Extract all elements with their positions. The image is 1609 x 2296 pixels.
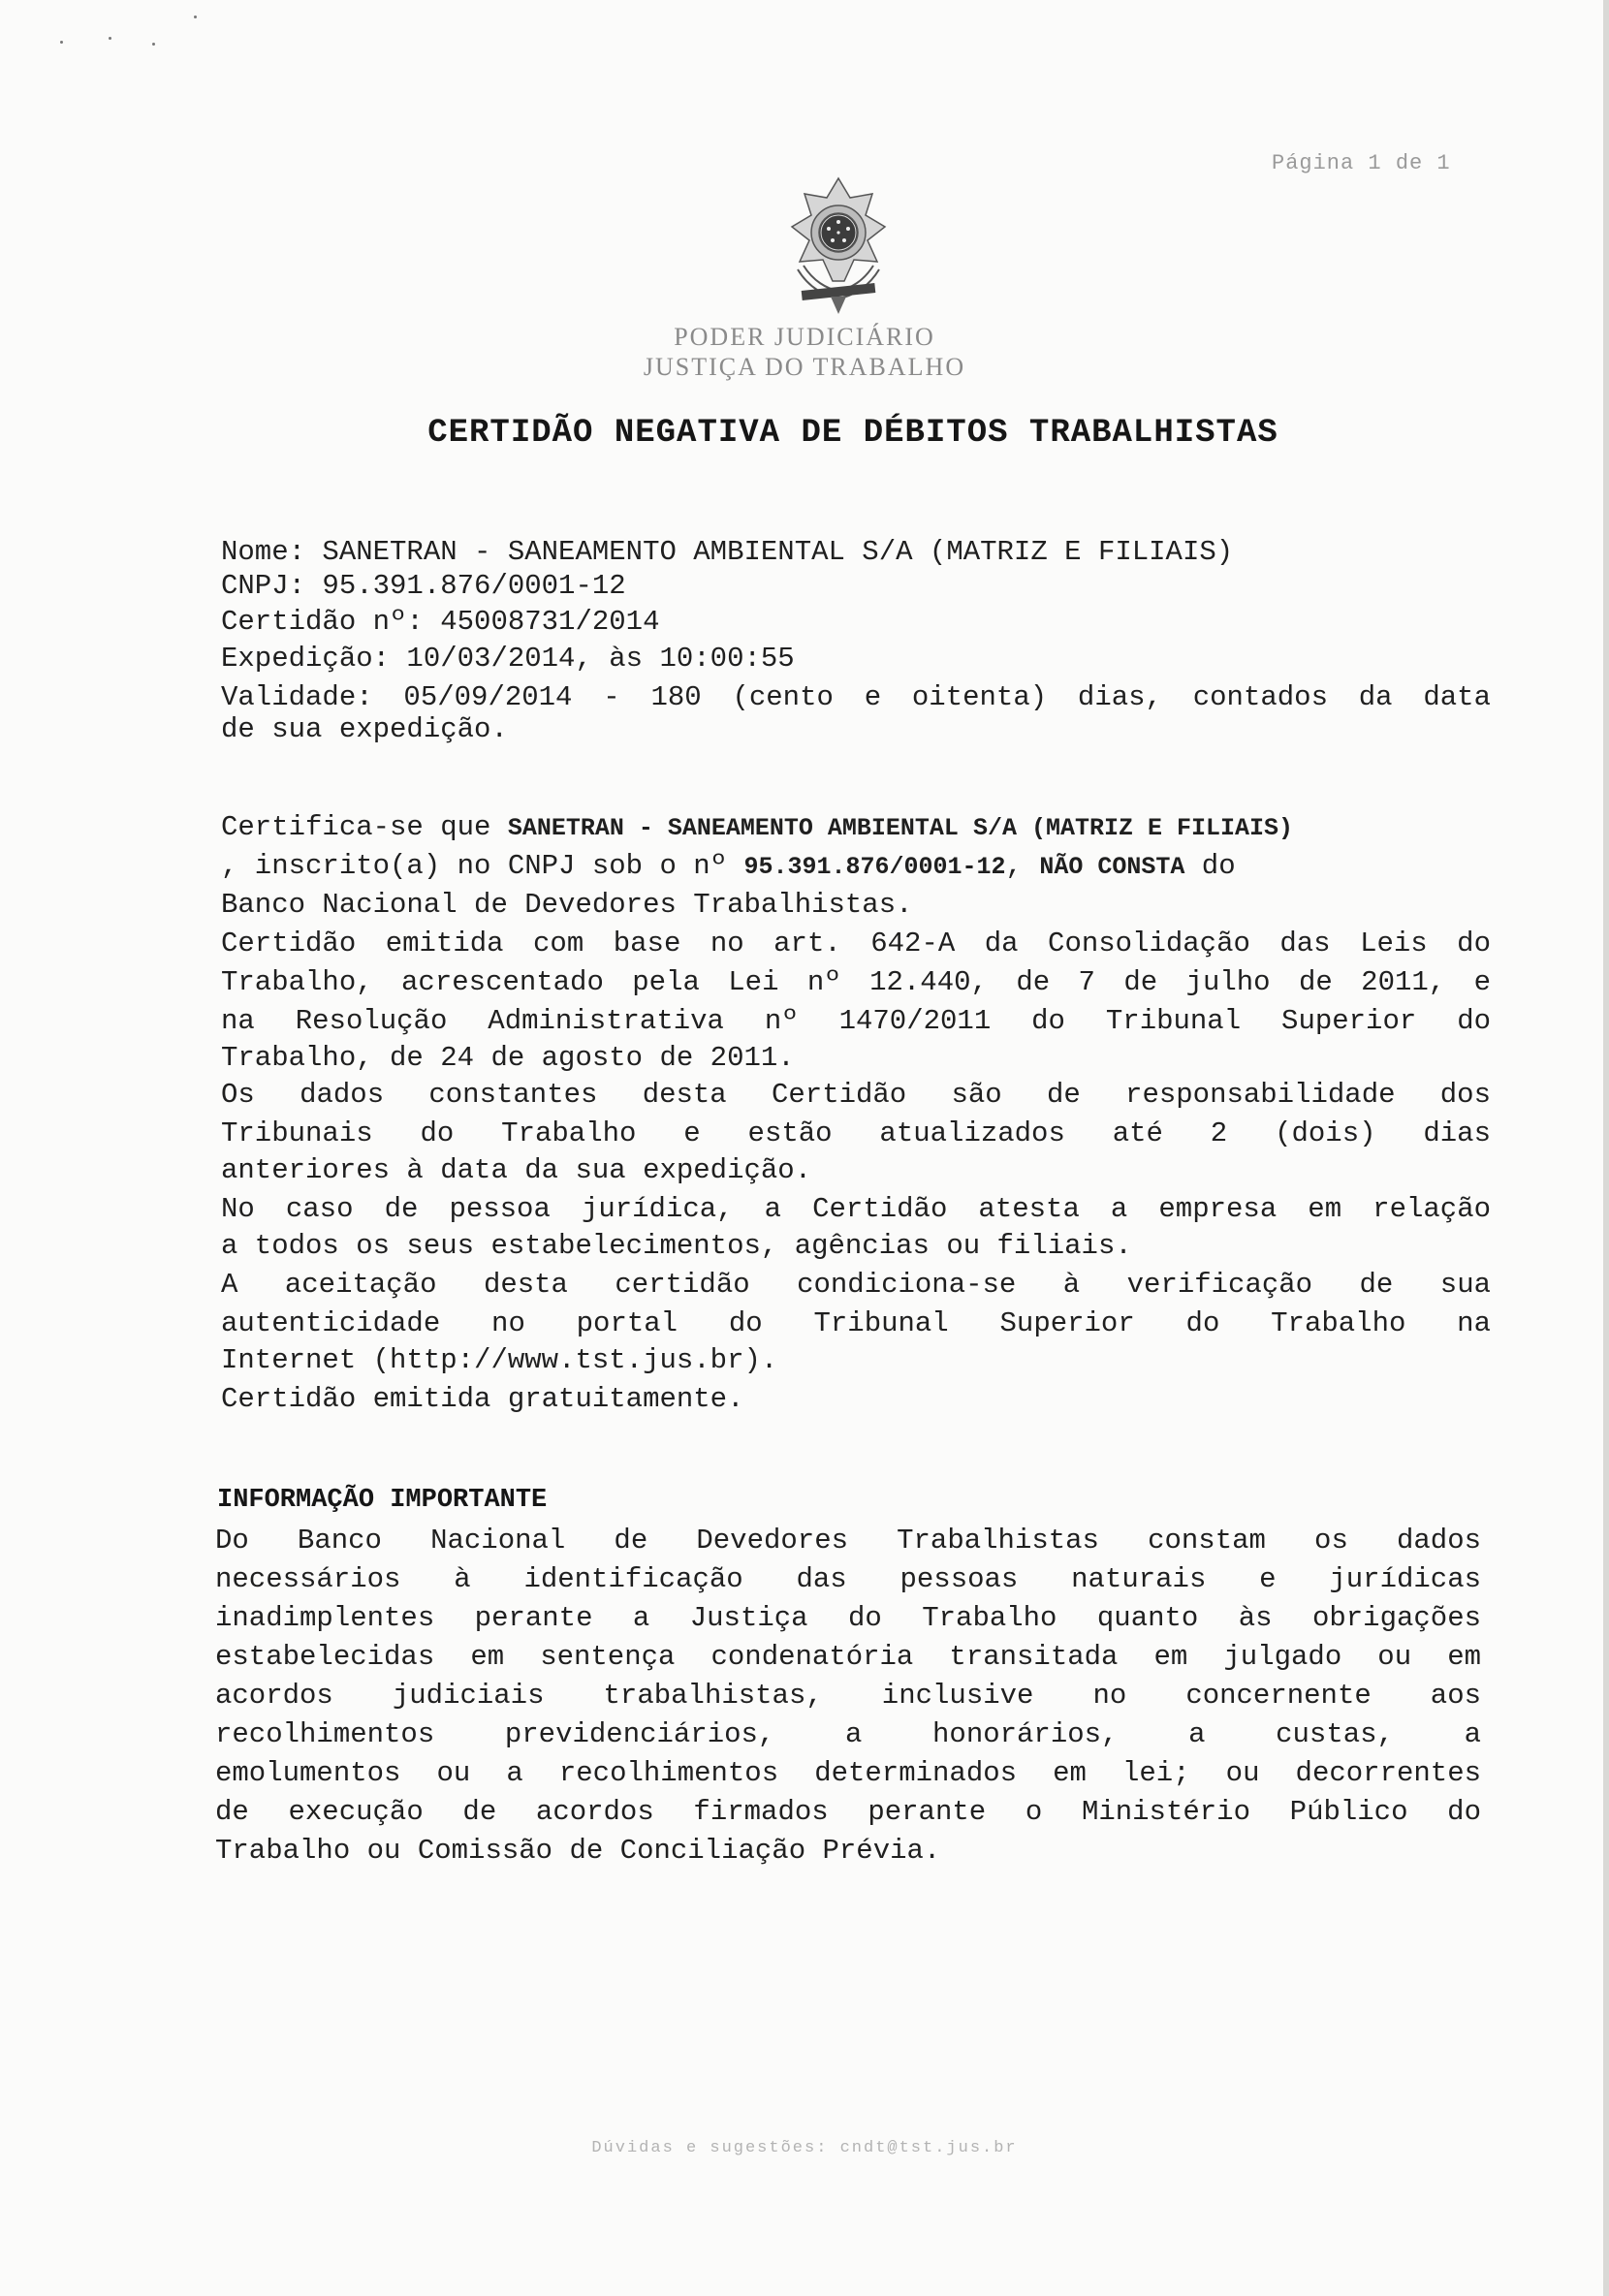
header-poder-judiciario: PODER JUDICIÁRIO (674, 323, 935, 351)
certifica-line (221, 810, 1293, 846)
info-line: necessários à identificação das pessoas naturais e jurídicas (215, 1563, 1481, 1595)
header-justica-do-trabalho: JUSTIÇA DO TRABALHO (643, 353, 966, 381)
body-line: Certidão emitida gratuitamente. (221, 1383, 744, 1415)
detail-expedicao: Expedição: 10/03/2014, às 10:00:55 (221, 643, 795, 675)
footer-contact: Dúvidas e sugestões: cndt@tst.jus.br (591, 2139, 1018, 2157)
body-line: Os dados constantes desta Certidão são de responsabilidade dos (221, 1079, 1491, 1111)
body-line: anteriores à data da sua expedição. (221, 1154, 812, 1186)
company-cnpj: 95.391.876/0001-12 (743, 853, 1006, 881)
info-line: recolhimentos previdenciários, a honorários, a custas, a (215, 1718, 1481, 1750)
document-title: CERTIDÃO NEGATIVA DE DÉBITOS TRABALHISTAS (427, 415, 1278, 452)
info-line: inadimplentes perante a Justiça do Trabalho quanto às obrigações (215, 1602, 1481, 1634)
cnpj-line: , inscrito(a) no CNPJ sob o nº 95.391.876/0001-12, NÃO CONSTA do (221, 850, 1236, 882)
body-line: A aceitação desta certidão condiciona-se à verificação de sua (221, 1269, 1491, 1301)
body-line: Trabalho, de 24 de agosto de 2011. (221, 1042, 795, 1074)
scan-speck (152, 43, 155, 46)
info-line: Trabalho ou Comissão de Conciliação Prévia. (215, 1835, 941, 1867)
info-line: estabelecidas em sentença condenatória transitada em julgado ou em (215, 1641, 1481, 1673)
body-line: No caso de pessoa jurídica, a Certidão atesta a empresa em relação (221, 1193, 1491, 1225)
detail-validade: Validade: 05/09/2014 - 180 (cento e oitenta) dias, contados da data (221, 681, 1491, 713)
detail-certidao-numero: Certidão nº: 45008731/2014 (221, 606, 660, 638)
scan-speck (60, 41, 63, 44)
info-section-title: INFORMAÇÃO IMPORTANTE (217, 1486, 548, 1515)
info-line: de execução de acordos firmados perante o Ministério Público do (215, 1796, 1481, 1828)
body-line: Internet (http://www.tst.jus.br). (221, 1344, 778, 1376)
info-line: acordos judiciais trabalhistas, inclusive no concernente aos (215, 1680, 1481, 1712)
scan-speck (109, 37, 111, 40)
detail-nome: Nome: SANETRAN - SANEAMENTO AMBIENTAL S/A (MATRIZ E FILIAIS) (221, 536, 1234, 568)
body-line: autenticidade no portal do Tribunal Superior do Trabalho na (221, 1307, 1491, 1339)
company-name: SANETRAN - SANEAMENTO AMBIENTAL S/A (MATRIZ E FILIAIS) (507, 814, 1293, 842)
body-line: Tribunais do Trabalho e estão atualizados até 2 (dois) dias (221, 1117, 1491, 1149)
status-nao-consta: NÃO CONSTA (1039, 853, 1185, 881)
body-line: na Resolução Administrativa nº 1470/2011 do Tribunal Superior do (221, 1005, 1491, 1037)
body-line: Certidão emitida com base no art. 642-A da Consolidação das Leis do (221, 928, 1491, 959)
certifica-prefix: Certifica-se que (221, 811, 508, 843)
body-line: Banco Nacional de Devedores Trabalhistas. (221, 889, 913, 921)
detail-validade-cont: de sua expedição. (221, 713, 508, 745)
info-line: Do Banco Nacional de Devedores Trabalhistas constam os dados (215, 1525, 1481, 1557)
body-line: Trabalho, acrescentado pela Lei nº 12.440, de 7 de julho de 2011, e (221, 966, 1491, 998)
page-number: Página 1 de 1 (1272, 151, 1451, 175)
coat-of-arms-emblem (780, 173, 897, 318)
body-line: a todos os seus estabelecimentos, agências ou filiais. (221, 1230, 1132, 1262)
info-line: emolumentos ou a recolhimentos determinados em lei; ou decorrentes (215, 1757, 1481, 1789)
detail-cnpj: CNPJ: 95.391.876/0001-12 (221, 570, 626, 602)
scan-speck (194, 16, 197, 18)
